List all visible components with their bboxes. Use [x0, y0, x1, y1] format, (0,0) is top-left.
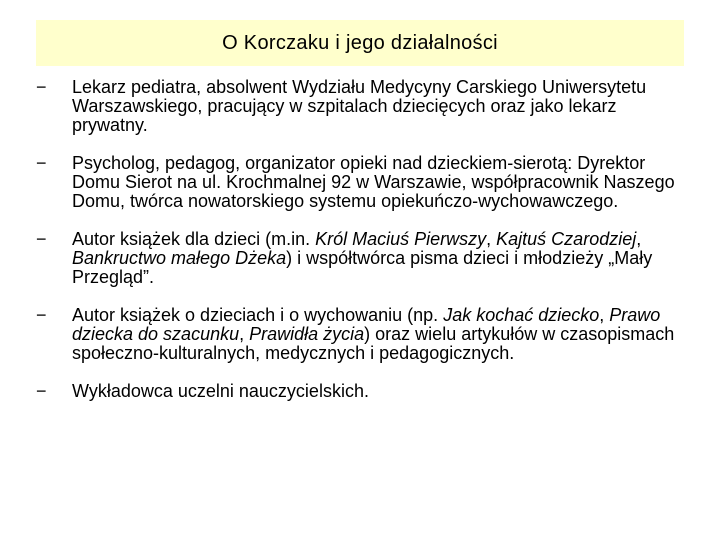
bullet-item-psychology [36, 154, 686, 211]
bullet-dash: − [36, 305, 47, 325]
book-title: Prawo dziecka do szacunku [72, 305, 661, 344]
bullet-text: Lekarz pediatra, absolwent Wydziału Medycyny Carskiego Uniwersytetu Warszawskiego, pracujący w szpitalach dziecięcych oraz jako lekarz prywatny. [72, 77, 647, 135]
bullet-text: Wykładowca uczelni nauczycielskich. [72, 381, 369, 401]
book-title: Jak kochać dziecko [443, 305, 600, 325]
book-title: Bankructwo małego Dżeka [72, 248, 287, 268]
bullet-dash: − [36, 229, 47, 249]
bullet-text: Autor książek o dzieciach i o wychowaniu (np. Jak kochać dziecko, Prawo dziecka do szacunku, Prawidła życia) oraz wielu artykułów w czasopismach społeczno-kulturalnych, medycznych i pedagogicznych. [72, 305, 675, 363]
slide-title: O Korczaku i jego działalności [222, 31, 498, 54]
bullet-dash: − [36, 153, 47, 173]
book-title: Kajtuś Czarodziej [496, 229, 637, 249]
title-banner [36, 20, 684, 66]
bullet-item-children-books [36, 230, 686, 287]
book-title: Prawidła życia [249, 324, 365, 344]
bullet-list [36, 78, 686, 401]
bullet-item-medical [36, 78, 686, 135]
bullet-text: Psycholog, pedagog, organizator opieki nad dzieckiem-sierotą: Dyrektor Domu Sierot na ul. Krochmalnej 92 w Warszawie, współpracownik Naszego Domu, twórca nowatorskiego systemu opiekuńczo-wychowawczego. [72, 153, 675, 211]
bullet-dash: − [36, 77, 47, 97]
bullet-text: Autor książek dla dzieci (m.in. Król Maciuś Pierwszy, Kajtuś Czarodziej, Bankructwo małego Dżeka) i współtwórca pisma dzieci i młodzieży „Mały Przegląd”. [72, 229, 653, 287]
bullet-dash: − [36, 381, 47, 401]
bullet-item-education-books [36, 306, 686, 363]
bullet-item-lecturer [36, 382, 686, 401]
book-title: Król Maciuś Pierwszy [315, 229, 487, 249]
